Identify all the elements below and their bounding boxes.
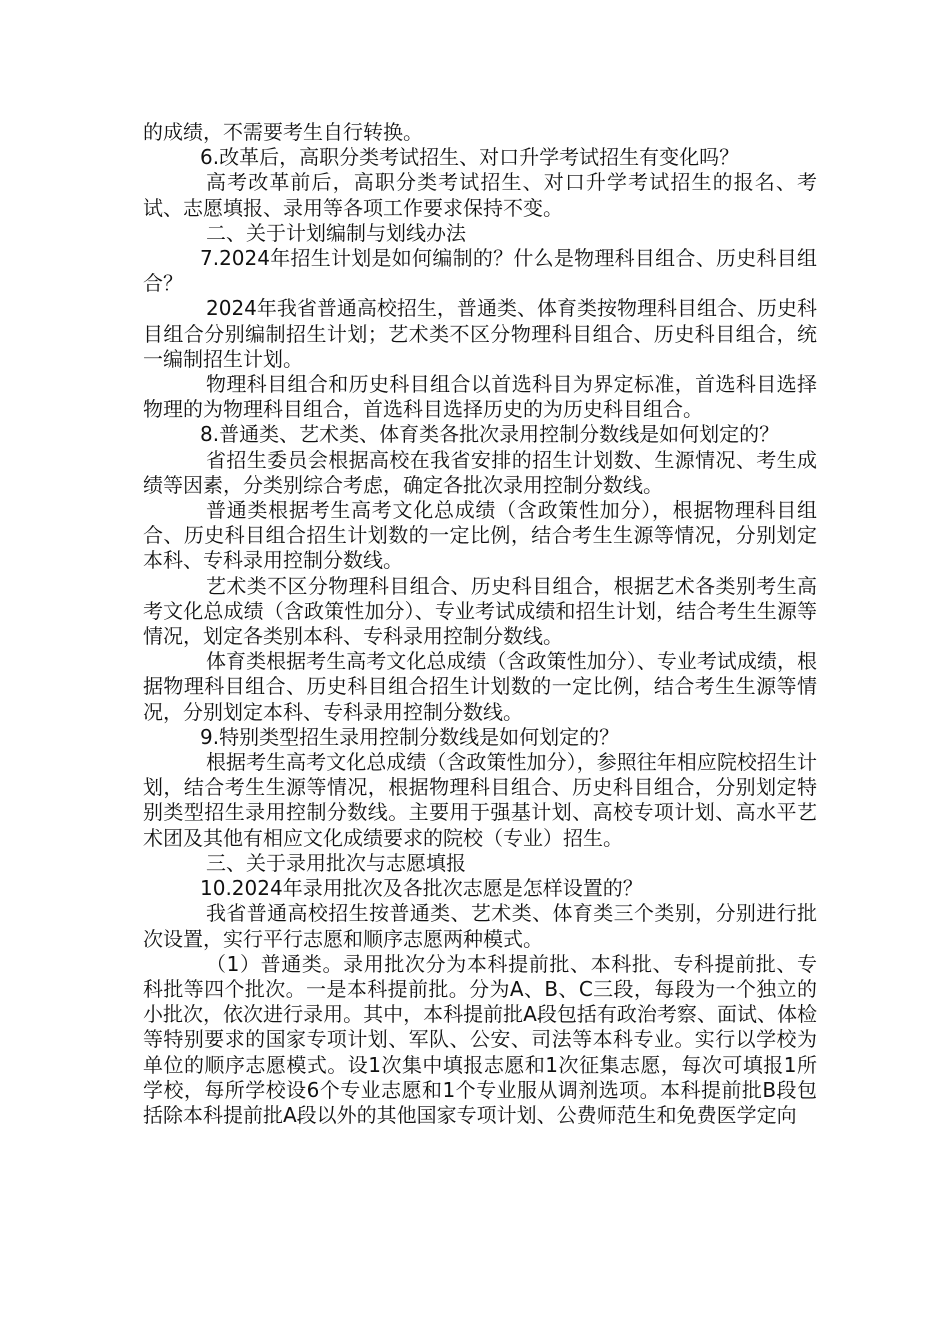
answer-7-part-1: 2024年我省普通高校招生，普通类、体育类按物理科目组合、历史科目组合分别编制招生计划；艺术类不区分物理科目组合、历史科目组合，统一编制招生计划。 [143, 296, 817, 371]
paragraph-continuation: 的成绩，不需要考生自行转换。 [143, 120, 423, 144]
answer-8-part-2: 普通类根据考生高考文化总成绩（含政策性加分），根据物理科目组合、历史科目组合招生计划数的一定比例，结合考生生源等情况，分别划定本科、专科录用控制分数线。 [143, 498, 817, 573]
section-heading-3: 三、关于录用批次与志愿填报 [206, 850, 466, 875]
answer-8-part-4: 体育类根据考生高考文化总成绩（含政策性加分）、专业考试成绩，根据物理科目组合、历史科目组合招生计划数的一定比例，结合考生生源等情况，分别划定本科、专科录用控制分数线。 [143, 649, 817, 724]
answer-10-part-2: （1）普通类。录用批次分为本科提前批、本科批、专科提前批、专科批等四个批次。一是本科提前批。分为A、B、C三段，每段为一个独立的小批次，依次进行录用。其中，本科提前批A段包括有政治考察、面试、体检等特别要求的国家专项计划、军队、公安、司法等本科专业。实行以学校为单位的顺序志愿模式。设1次集中填报志愿和1次征集志愿，每次可填报1所学校，每所学校设6个专业志愿和1个专业服从调剂选项。本科提前批B段包括除本科提前批A段以外的其他国家专项计划、公费师范生和免费医学定向 [143, 951, 817, 1127]
question-7: 7.2024年招生计划是如何编制的？什么是物理科目组合、历史科目组合？ [143, 246, 817, 296]
document-body [143, 120, 817, 1128]
answer-10-part-1: 我省普通高校招生按普通类、艺术类、体育类三个类别，分别进行批次设置，实行平行志愿和顺序志愿两种模式。 [143, 901, 817, 951]
question-9: 9.特别类型招生录用控制分数线是如何划定的？ [200, 724, 620, 749]
question-6: 6.改革后，高职分类考试招生、对口升学考试招生有变化吗？ [200, 145, 740, 170]
answer-7-part-2: 物理科目组合和历史科目组合以首选科目为界定标准，首选科目选择物理的为物理科目组合，首选科目选择历史的为历史科目组合。 [143, 372, 817, 422]
question-8: 8.普通类、艺术类、体育类各批次录用控制分数线是如何划定的？ [200, 422, 780, 447]
question-10: 10.2024年录用批次及各批次志愿是怎样设置的？ [200, 876, 643, 901]
answer-9: 根据考生高考文化总成绩（含政策性加分），参照往年相应院校招生计划，结合考生生源等情况，根据物理科目组合、历史科目组合，分别划定特别类型招生录用控制分数线。主要用于强基计划、高校专项计划、高水平艺术团及其他有相应文化成绩要求的院校（专业）招生。 [143, 750, 817, 850]
answer-8-part-3: 艺术类不区分物理科目组合、历史科目组合，根据艺术各类别考生高考文化总成绩（含政策性加分）、专业考试成绩和招生计划，结合考生生源等情况，划定各类别本科、专科录用控制分数线。 [143, 573, 817, 649]
answer-6: 高考改革前后，高职分类考试招生、对口升学考试招生的报名、考试、志愿填报、录用等各项工作要求保持不变。 [143, 170, 817, 220]
answer-8-part-1: 省招生委员会根据高校在我省安排的招生计划数、生源情况、考生成绩等因素，分类别综合考虑，确定各批次录用控制分数线。 [143, 447, 817, 497]
section-heading-2: 二、关于计划编制与划线办法 [206, 220, 466, 245]
